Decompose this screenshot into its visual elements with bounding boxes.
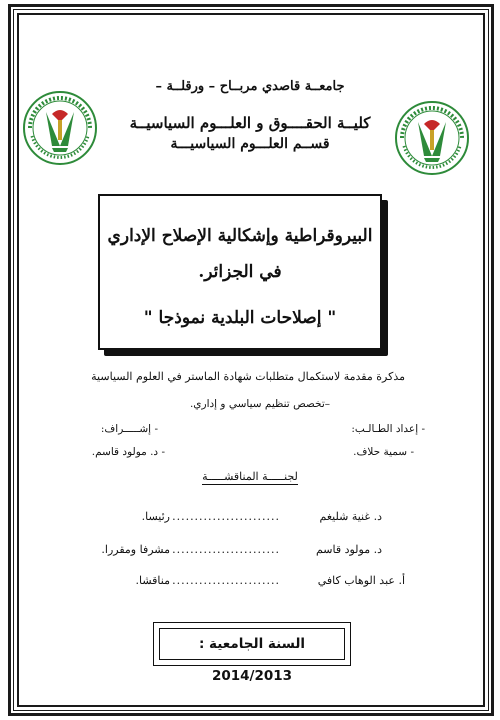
thesis-title-line1: البيروقراطية وإشكالية الإصلاح الإداري: [107, 226, 373, 246]
thesis-specialization: –تخصص تنظيم سياسي و إداري.: [189, 398, 330, 410]
university-seal-icon: [394, 100, 470, 176]
department-name: قســم العلـــوم السياسيـــة: [170, 136, 330, 152]
committee-member-role: رئيسا.: [141, 510, 170, 523]
academic-year: السنة الجامعية : 2014/2013: [198, 636, 306, 684]
committee-member-role: مناقشا.: [135, 574, 170, 587]
committee-member-dots: ........................: [172, 574, 280, 587]
committee-member-dots: ........................: [172, 510, 280, 523]
university-seal-icon: [22, 90, 98, 166]
supervisor-name: - د. مولود قاسم.: [91, 446, 165, 458]
committee-member-name: د. مولود قاسم: [315, 543, 382, 556]
committee-member-role: مشرفا ومقررا.: [101, 543, 170, 556]
thesis-title-box: [98, 194, 382, 350]
thesis-description: مذكرة مقدمة لاستكمال متطلبات شهادة الماستر في العلوم السياسية: [91, 370, 405, 383]
committee-member-dots: ........................: [172, 543, 280, 556]
committee-member-name: د. غنية شليغم: [319, 510, 382, 523]
committee-member-name: أ. عبد الوهاب كافي: [317, 574, 405, 587]
committee-title-text: لجنـــــة المناقشـــــة: [202, 470, 298, 483]
thesis-subtitle: " إصلاحات البلدية نموذجا ": [143, 308, 337, 328]
committee-title: [0, 470, 500, 483]
faculty-name: كليــة الحقــــوق و العلـــوم السياسيــة: [129, 114, 371, 132]
thesis-title-line2: في الجزائر.: [198, 262, 282, 282]
university-name: جامعــة قاصدي مربــاح – ورقلــة –: [155, 79, 345, 94]
student-name: - سمية حلاف.: [353, 446, 414, 458]
supervision-label: - إشـــــراف:: [100, 423, 158, 435]
prepared-by-label: - إعداد الطـالـب:: [351, 423, 425, 435]
